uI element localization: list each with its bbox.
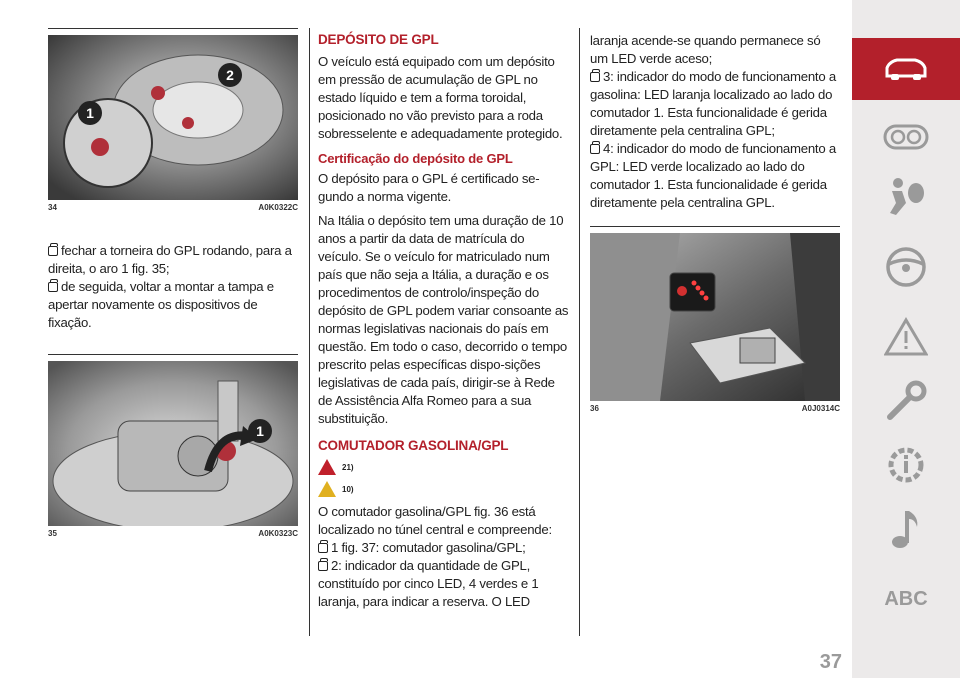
figure-number: 36 <box>590 404 599 413</box>
paragraph: O veículo está equipado com um depósito em pressão de acumulação de GPL no estado líquido e tem a forma toroidal, posicionado no vão previsto para a roda sobresselente e adequadamente protegido. <box>318 54 563 141</box>
caution-icon <box>318 481 336 497</box>
steering-wheel-icon <box>885 246 927 288</box>
music-note-icon <box>889 507 923 551</box>
bullet-item: 3: indicador do modo de funcionamento a gasolina: LED laranja localizado ao lado do comutador 1. Esta funcionalidade é gerida diretamente pela centralina GPL; <box>590 69 836 138</box>
column-3 <box>590 32 840 413</box>
note-ref[interactable]: 10) <box>318 481 570 497</box>
column-divider-2 <box>579 28 580 636</box>
airbag-person-icon <box>884 175 928 219</box>
section-heading: COMUTADOR GASOLINA/GPL <box>318 438 509 453</box>
sidebar-item-emergency[interactable] <box>852 308 960 366</box>
figure-34-image <box>48 35 298 200</box>
index-label: ABC <box>884 587 928 610</box>
sidebar-item-technical-data[interactable] <box>852 436 960 494</box>
column-2 <box>318 32 570 611</box>
bullet-icon <box>590 144 600 154</box>
figure-35-caption <box>48 529 298 538</box>
bullet-item: de seguida, voltar a montar a tampa e apertar novamente os dispositivos de fixação. <box>48 279 274 330</box>
callout-1: 1 <box>86 105 94 121</box>
sidebar-item-car[interactable] <box>852 38 960 100</box>
figure-code: A0K0323C <box>258 529 298 538</box>
column-divider-1 <box>309 28 310 636</box>
dashboard-icon <box>883 124 929 150</box>
bullet-icon <box>318 543 328 553</box>
sidebar-item-index[interactable] <box>852 570 960 628</box>
subsection-heading: Certificação do depósito de GPL <box>318 151 513 166</box>
sidebar-item-starting-driving[interactable] <box>852 238 960 296</box>
figure-36-image <box>590 233 840 401</box>
sidebar-item-safety[interactable] <box>852 168 960 226</box>
chapter-sidebar <box>852 0 960 678</box>
warning-triangle-icon <box>884 317 928 357</box>
figure-35 <box>48 361 298 526</box>
bullet-item: 1 fig. 37: comutador gasolina/GPL; <box>318 539 570 557</box>
paragraph: O comutador gasolina/GPL fig. 36 está localizado no túnel central e compreende: <box>318 504 552 537</box>
bullet-item: fechar a torneira do GPL rodando, para a direita, o aro 1 fig. 35; <box>48 243 292 276</box>
figure-code: A0J0314C <box>801 404 840 413</box>
gear-info-icon <box>884 443 928 487</box>
paragraph: Na Itália o depósito tem uma duração de 10 anos a partir da data de matrícula do veículo. Se o veículo for matriculado num país que não seja a Itália, a duração e os procedimentos de controlo/inspeção do depósito de GPL podem variar consoante as normas legislativas nacionais do país em questão. Em todo o caso, decorrido o tempo prescrito pelas específicas dispo-sições legislativas de cada país, dirigir-se à Rede de Assistência Alfa Romeo para a sua substituição. <box>318 213 569 426</box>
section-heading: DEPÓSITO DE GPL <box>318 32 439 47</box>
callout-1: 1 <box>256 423 264 439</box>
warning-ref[interactable]: 21) <box>318 459 570 475</box>
bullet-item: 2: indicador da quantidade de GPL, constituído por cinco LED, 4 verdes e 1 laranja, para indicar a reserva. O LED <box>318 558 539 609</box>
figure-top-rule <box>590 226 840 227</box>
figure-36-caption <box>590 404 840 413</box>
paragraph: laranja acende-se quando permanece só um LED verde aceso; <box>590 33 821 66</box>
figure-number: 35 <box>48 529 57 538</box>
danger-icon <box>318 459 336 475</box>
sidebar-item-maintenance[interactable] <box>852 372 960 430</box>
figure-top-rule <box>48 354 298 355</box>
wrench-icon <box>884 379 928 423</box>
figure-34-caption <box>48 203 298 212</box>
figure-code: A0K0322C <box>258 203 298 212</box>
bullet-icon <box>48 282 58 292</box>
sidebar-item-dashboard[interactable] <box>852 108 960 166</box>
figure-35-image <box>48 361 298 526</box>
figure-number: 34 <box>48 203 57 212</box>
paragraph: O depósito para o GPL é certificado se-gundo a norma vigente. <box>318 171 540 204</box>
bullet-icon <box>590 72 600 82</box>
car-icon <box>883 54 929 84</box>
column-1 <box>48 28 298 538</box>
sidebar-item-multimedia[interactable] <box>852 500 960 558</box>
callout-2: 2 <box>226 67 234 83</box>
bullet-item: 4: indicador do modo de funcionamento a GPL: LED verde localizado ao lado do comutador 1. Esta funcionalidade é gerida diretamente pela centralina GPL. <box>590 141 836 210</box>
figure-top-rule <box>48 28 298 29</box>
bullet-icon <box>48 246 58 256</box>
figure-36 <box>590 233 840 401</box>
page-number: 37 <box>819 651 842 673</box>
figure-34 <box>48 35 298 200</box>
bullet-icon <box>318 561 328 571</box>
